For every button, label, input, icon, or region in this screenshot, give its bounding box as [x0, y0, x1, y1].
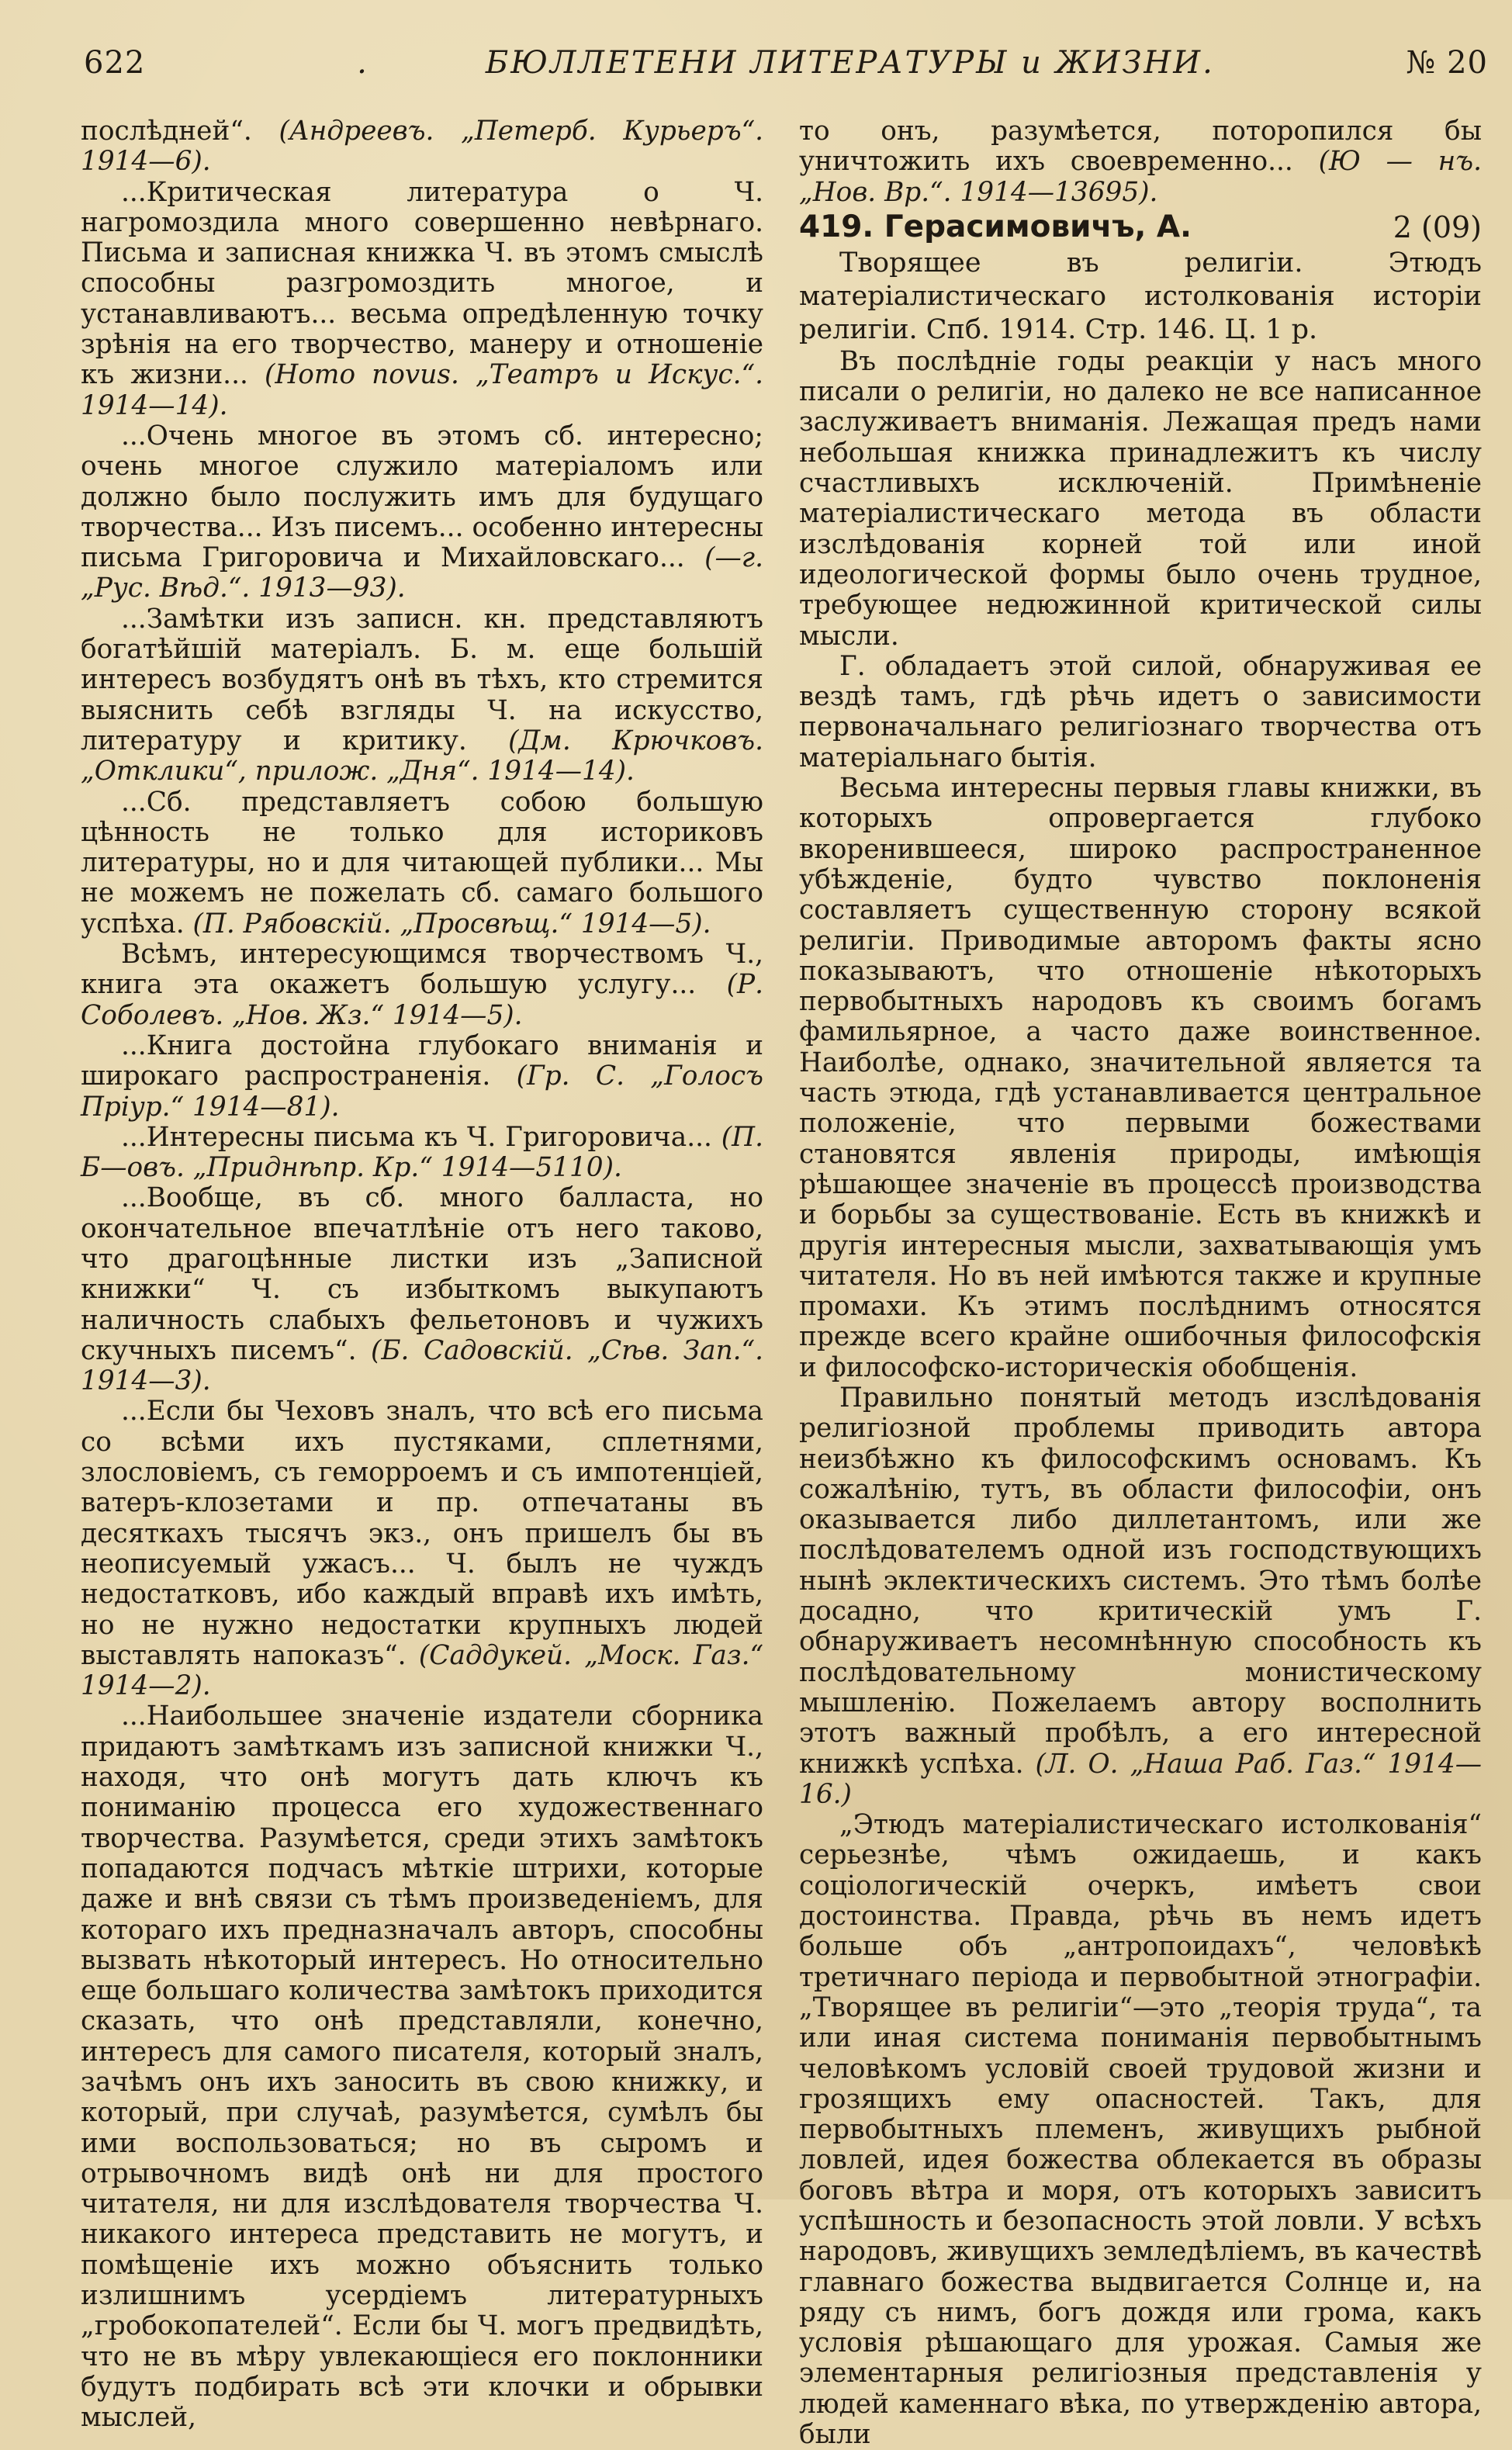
left-column	[81, 116, 763, 2434]
paragraph-text: „Этюдъ матеріалистическаго истолкованія“ серьезнѣе, чѣмъ ожидаешь, и какъ соціологическій очеркъ, имѣетъ свои достоинства. Правда, рѣчь въ немъ идетъ больше объ „антропоидахъ“, человѣкѣ третичнаго періода и первобытной этнографіи. „Творящее въ религіи“—это „теорія труда“, та или иная система пониманія первобытнымъ человѣкомъ условій своей трудовой жизни и грозящихъ ему опасностей. Такъ, для первобытныхъ племенъ, живущихъ рыбной ловлей, идея божества облекается въ образы боговъ вѣтра и моря, отъ которыхъ зависитъ успѣшность и безопасность этой ловли. У всѣхъ народовъ, живущихъ земледѣліемъ, въ качествѣ главнаго божества выдвигается Солнце и, на ряду съ нимъ, богъ дождя или грома, какъ условія рѣшающаго для урожая. Самыя же элементарныя религіозныя представленія у людей каменнаго вѣка, по утвержденію автора, были	[799, 1809, 1482, 2450]
excerpt-text: ...Если бы Чеховъ зналъ, что всѣ его письма со всѣми ихъ пустяками, сплетнями, злословіемъ, съ геморроемъ и съ импотенціей, ватеръ-клозетами и пр. отпечатаны въ десяткахъ тысячъ экз., онъ пришелъ бы въ неописуемый ужасъ... Ч. былъ не чуждъ недостатковъ, ибо каждый вправѣ ихъ имѣть, но не нужно недостатки крупныхъ людей выставлять напоказъ“.	[81, 1396, 763, 1671]
excerpt-text: Всѣмъ, интересующимся творчествомъ Ч., книга эта окажетъ большую услугу...	[81, 939, 763, 1001]
review-excerpt-continuation	[799, 116, 1482, 208]
excerpt-text: ...Сб. представляетъ собою большую цѣнность не только для историковъ литературы, но и для читающей публики... Мы не можемъ не пожелать сб. самаго большого успѣха.	[81, 786, 763, 940]
excerpt-text: послѣдней“.	[81, 116, 279, 147]
review-excerpt	[81, 116, 763, 178]
paragraph-text: Въ послѣдніе годы реакціи у насъ много писали о религіи, но далеко не все написанное заслуживаетъ вниманія. Лежащая предъ нами небольшая книжка принадлежитъ къ числу счастливыхъ исключеній. Примѣненіе матеріалистическаго метода въ области изслѣдованія корней той или иной идеологической формы было очень трудное, требующее недюжинной критической силы мысли.	[799, 345, 1482, 652]
excerpt-source: (Б. Садовскій. „Сѣв. Зап.“. 1914—3).	[81, 1334, 763, 1397]
excerpt-source: (П. Б—овъ. „Приднѣпр. Кр.“ 1914—5110).	[81, 1121, 763, 1184]
excerpt-source: (Андреевъ. „Петерб. Курьеръ“. 1914—6).	[81, 116, 763, 178]
paragraph-source: (Л. О. „Наша Раб. Газ.“ 1914—16.)	[799, 1748, 1483, 1810]
entry-author: 419. Герасимовичъ, А.	[799, 209, 1192, 244]
excerpt-source: (Р. Соболевъ. „Нов. Жз.“ 1914—5).	[81, 969, 763, 1031]
book-description: Творящее въ религіи. Этюдъ матеріалистическаго истолкованія исторіи религіи. Спб. 1914. Стр. 146. Ц. 1 р.	[799, 247, 1482, 345]
review-paragraph	[799, 652, 1482, 773]
review-excerpt	[81, 1123, 763, 1184]
review-excerpt	[81, 604, 763, 787]
review-excerpt	[81, 787, 763, 940]
review-excerpt	[81, 1396, 763, 1701]
paragraph-text: Весьма интересны первыя главы книжки, въ которыхъ опровергается глубоко вкоренившееся, широко распространенное убѣжденіе, будто чувство поклоненія составляетъ существенную сторону всякой религіи. Приводимые авторомъ факты ясно показываютъ, что отношеніе нѣкоторыхъ первобытныхъ народовъ къ своимъ богамъ фамильярное, а часто даже воинственное. Наиболѣе, однако, значительной является та часть этюда, гдѣ устанавливается центральное положеніе, что первыми божествами становятся явленія природы, имѣющія рѣшающее значеніе въ процессѣ производства и борьбы за существованіе. Есть въ книжкѣ и другія интересныя мысли, захватывающія умъ читателя. Но въ ней имѣются также и крупные промахи. Къ этимъ послѣднимъ относятся прежде всего крайне ошибочныя философскія и философско-историческія обобщенія.	[799, 773, 1482, 1383]
paragraph-text: Правильно понятый методъ изслѣдованія религіозной проблемы приводить автора неизбѣжно къ философскимъ основамъ. Къ сожалѣнію, тутъ, въ области философіи, онъ оказывается либо диллетантомъ, или же послѣдователемъ одной изъ господствующихъ нынѣ эклектическихъ системъ. Это тѣмъ болѣе досадно, что критическій умъ Г. обнаруживаетъ несомнѣнную способность къ послѣдовательному монистическому мышленію. Пожелаемъ автору восполнить этотъ важный пробѣлъ, а его интересной книжкѣ успѣха.	[799, 1382, 1482, 1780]
paragraph-text: Г. обладаетъ этой силой, обнаруживая ее вездѣ тамъ, гдѣ рѣчь идетъ о зависимости первоначальнаго религіознаго творчества отъ матеріальнаго бытія.	[799, 650, 1482, 773]
excerpt-source: (П. Рябовскій. „Просвѣщ.“ 1914—5).	[192, 908, 711, 940]
excerpt-text: ...Критическая литература о Ч. нагромоздила много совершенно невѣрнаго. Письма и записная книжка Ч. въ этомъ смыслѣ способны разгромоздить многое, и устанавливаютъ... весьма опредѣленную точку зрѣнія на его творчество, манеру и отношеніе къ жизни...	[81, 176, 763, 391]
excerpt-source: (Ю — нъ. „Нов. Вр.“. 1914—13695).	[799, 146, 1482, 208]
excerpt-text: ...Очень многое въ этомъ сб. интересно; очень многое служило матеріаломъ или должно было послужить имъ для будущаго творчества... Изъ писемъ... особенно интересны письма Григоровича и Михайловскаго...	[81, 420, 763, 574]
excerpt-source: (Дм. Крючковъ. „Отклики“, прилож. „Дня“. 1914—14).	[81, 725, 763, 787]
excerpt-text: ...Книга достойна глубокаго вниманія и широкаго распространенія.	[81, 1029, 763, 1092]
review-excerpt	[81, 421, 763, 604]
review-paragraph	[799, 347, 1482, 652]
journal-title-text: БЮЛЛЕТЕНИ ЛИТЕРАТУРЫ и ЖИЗНИ.	[485, 45, 1215, 81]
excerpt-text: то онъ, разумѣется, поторопился бы уничтожить ихъ своевременно...	[799, 116, 1482, 178]
review-excerpt	[81, 940, 763, 1031]
excerpt-text: ...Интересны письма къ Ч. Григоровича...	[121, 1121, 721, 1153]
excerpt-text: ...Наибольшее значеніе издатели сборника придаютъ замѣткамъ изъ записной книжки Ч., находя, что онѣ могутъ дать ключъ къ пониманію процесса его художественнаго творчества. Разумѣется, среди этихъ замѣтокъ попадаются подчасъ мѣткіе штрихи, которые даже и внѣ связи съ тѣмъ произведеніемъ, для котораго ихъ предназначалъ авторъ, способны вызвать нѣкоторый интересъ. Но относительно еще большаго количества замѣтокъ приходится сказать, что онѣ представляли, конечно, интересъ для самого писателя, который зналъ, зачѣмъ онъ ихъ заносить въ свою книжку, и который, при случаѣ, разумѣется, сумѣлъ бы ими воспользоваться; но въ сыромъ и отрывочномъ видѣ онѣ ни для простого читателя, ни для изслѣдователя творчества Ч. никакого интереса представить не могутъ, и помѣщеніе ихъ можно объяснить только излишнимъ усердіемъ литературныхъ „гробокопателей“. Если бы Ч. могъ предвидѣть, что не въ мѣру увлекающіеся его поклонники будутъ подбирать всѣ эти клочки и обрывки мыслей,	[81, 1701, 763, 2434]
review-paragraph	[799, 773, 1482, 1383]
review-excerpt	[81, 178, 763, 421]
excerpt-source: (Гр. С. „Голосъ Пріур.“ 1914—81).	[81, 1061, 763, 1123]
classification-code: 2 (09)	[1393, 209, 1482, 244]
right-column	[799, 116, 1482, 2450]
excerpt-text: ...Замѣтки изъ записн. кн. представляютъ богатѣйшій матеріалъ. Б. м. еще большій интересъ возбудятъ онѣ въ тѣхъ, кто стремится выяснить себѣ взгляды Ч. на искусство, литературу и критику.	[81, 603, 763, 756]
review-paragraph	[799, 1810, 1482, 2450]
excerpt-source: (Саддукей. „Моск. Газ.“ 1914—2).	[81, 1639, 764, 1702]
page-number: 622	[84, 45, 146, 81]
review-excerpt	[81, 1701, 763, 2433]
journal-title	[84, 45, 1488, 81]
review-excerpt	[81, 1031, 763, 1123]
review-excerpt	[81, 1183, 763, 1396]
issue-number: № 20	[1406, 45, 1488, 81]
review-paragraph	[799, 1383, 1482, 1810]
excerpt-text: ...Вообще, въ сб. много балласта, но окончательное впечатлѣніе отъ него таково, что драгоцѣнные листки изъ „Записной книжки“ Ч. съ избыткомъ выкупаютъ наличность слабыхъ фельетоновъ и чужихъ скучныхъ писемъ“.	[81, 1182, 763, 1366]
excerpt-source: (—г. „Рус. Вѣд.“. 1913—93).	[81, 542, 763, 604]
excerpt-source: (Homo novus. „Театръ и Искус.“. 1914—14).	[81, 359, 763, 421]
header-dot: .	[357, 45, 369, 81]
entry-heading	[799, 209, 1482, 245]
running-head	[84, 45, 1488, 92]
